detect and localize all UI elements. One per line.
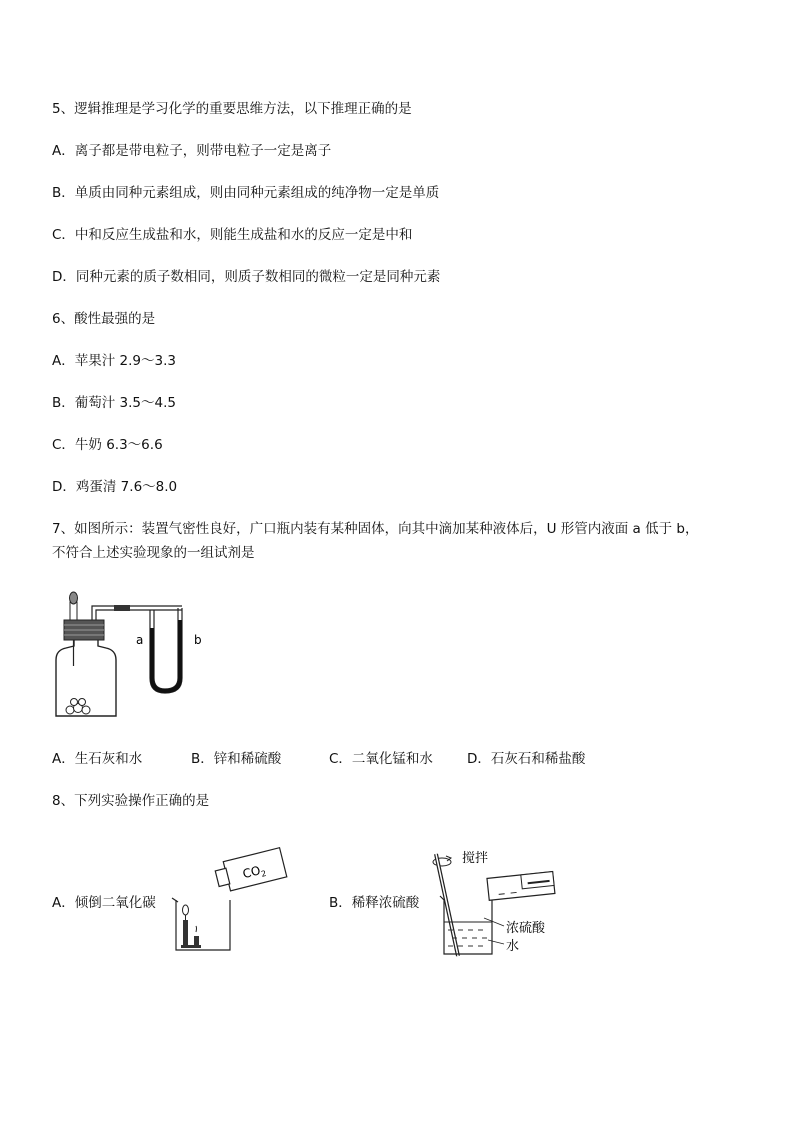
q5-option-a: A．离子都是带电粒子，则带电粒子一定是离子 bbox=[52, 143, 332, 159]
q8-acid-label: 浓硫酸 bbox=[506, 921, 546, 936]
q8-water-label: 水 bbox=[506, 939, 520, 954]
q7-label-a: a bbox=[136, 633, 144, 647]
q7-stem-line2: 不符合上述实验现象的一组试剂是 bbox=[52, 545, 255, 561]
q5-stem: 5、逻辑推理是学习化学的重要思维方法，以下推理正确的是 bbox=[52, 101, 412, 117]
q7-option-a: A．生石灰和水 bbox=[52, 751, 143, 767]
q7-apparatus-figure bbox=[50, 588, 220, 723]
q5-option-d: D．同种元素的质子数相同，则质子数相同的微粒一定是同种元素 bbox=[52, 269, 441, 285]
q7-option-c: C．二氧化锰和水 bbox=[329, 751, 433, 767]
q7-stem-line1: 7、如图所示：装置气密性良好，广口瓶内装有某种固体，向其中滴加某种液体后，U 形管内液面 a 低于 b， bbox=[52, 521, 699, 537]
q8-co2-label: $CO_2$ bbox=[241, 863, 268, 882]
q6-option-a: A．苹果汁 2.9～3.3 bbox=[52, 353, 176, 369]
q7-label-b: b bbox=[194, 633, 202, 647]
q5-option-b: B．单质由同种元素组成，则由同种元素组成的纯净物一定是单质 bbox=[52, 185, 440, 201]
q6-option-c: C．牛奶 6.3～6.6 bbox=[52, 437, 163, 453]
q6-option-b: B．葡萄汁 3.5～4.5 bbox=[52, 395, 176, 411]
q8-dilute-acid-figure bbox=[422, 840, 597, 965]
q8-pour-co2-figure bbox=[168, 840, 296, 955]
q8-stir-label: 搅拌 bbox=[462, 851, 489, 866]
q8-stem: 8、下列实验操作正确的是 bbox=[52, 793, 210, 809]
q5-option-c: C．中和反应生成盐和水，则能生成盐和水的反应一定是中和 bbox=[52, 227, 413, 243]
q7-option-b: B．锌和稀硫酸 bbox=[191, 751, 282, 767]
q7-option-d: D．石灰石和稀盐酸 bbox=[467, 751, 586, 767]
q6-stem: 6、酸性最强的是 bbox=[52, 311, 156, 327]
q8-option-b-label: B．稀释浓硫酸 bbox=[329, 895, 420, 911]
q8-option-a-label: A．倾倒二氧化碳 bbox=[52, 895, 156, 911]
q6-option-d: D．鸡蛋清 7.6～8.0 bbox=[52, 479, 178, 495]
